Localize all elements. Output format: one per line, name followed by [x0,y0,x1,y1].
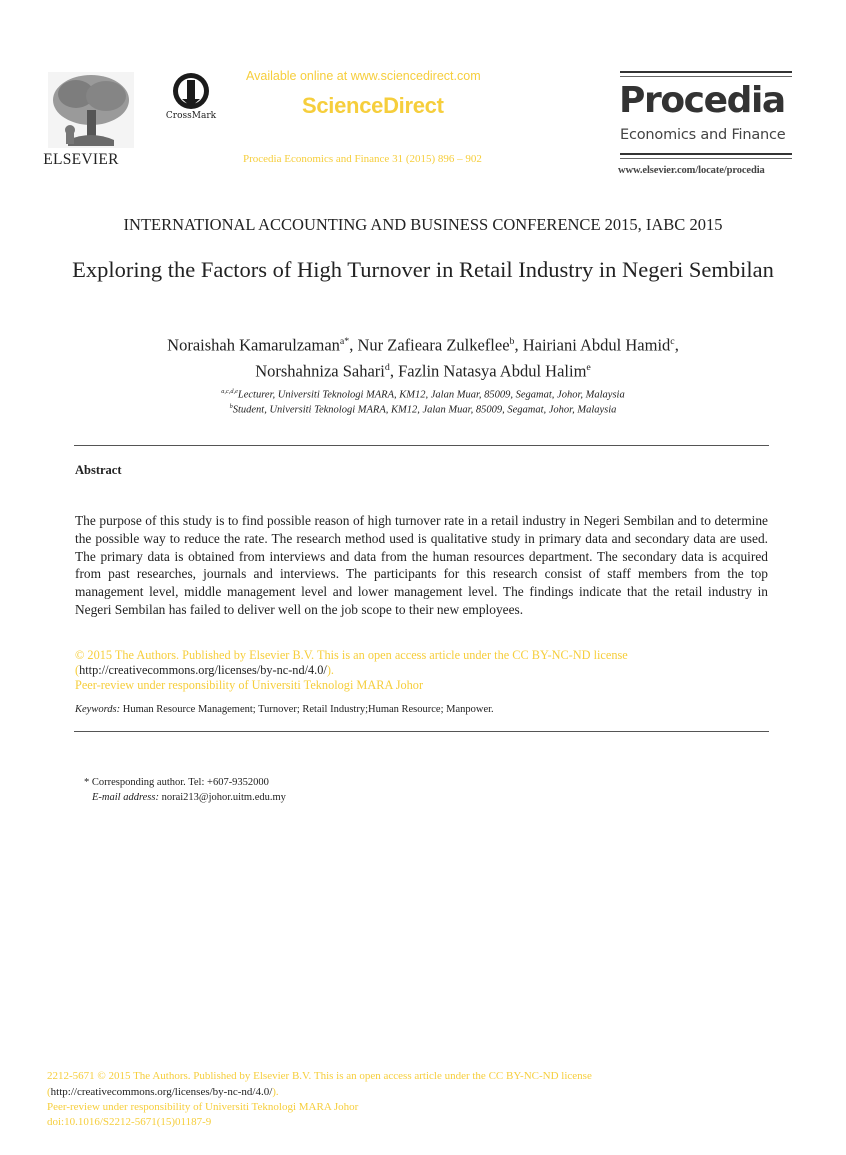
author-sup: b [509,336,515,347]
divider [74,731,769,732]
affiliation [60,388,786,401]
footer-paren: ( [47,1086,51,1098]
email-address[interactable]: norai213@johor.uitm.edu.my [161,792,286,803]
divider [74,445,769,446]
abstract-body: The purpose of this study is to find possible reason of high turnover rate in a retail industry in Negeri Sembilan and to determine the possible way to reduce the rate. The research method used is qualitative study in primary data and secondary data are used. The primary data is obtained from interviews and data from the human resources department. The secondary data is acquired from past researches, journals and interviews. The participants for this research consist of staff members from the top management level, middle management level and lower management level. The findings indicate that the retail industry in Negeri Sembilan has failed to deliver well on the job scope to their new employees. [75,513,768,617]
license-text: © 2015 The Authors. Published by Elsevier B.V. This is an open access article under the CC BY-NC-ND license [75,648,628,662]
license-paren: ( [75,663,80,677]
author-sup: c [670,336,675,347]
affiliation-text: Lecturer, Universiti Teknologi MARA, KM12, Jalan Muar, 85009, Segamat, Johor, Malaysia [237,389,625,401]
masthead-rule [620,76,792,77]
journal-logo-title: Procedia [619,80,785,121]
sciencedirect-online-link[interactable]: Available online at www.sciencedirect.com [246,69,481,83]
affiliation-text: Student, Universiti Teknologi MARA, KM12, Jalan Muar, 85009, Segamat, Johor, Malaysia [232,404,617,416]
journal-reference: Procedia Economics and Finance 31 (2015) 896 – 902 [243,153,482,165]
crossmark-label: CrossMark [165,111,217,121]
masthead-rule [620,153,792,155]
conference-name: INTERNATIONAL ACCOUNTING AND BUSINESS CONFERENCE 2015, IABC 2015 [123,215,723,234]
footer-copyright: 2212-5671 © 2015 The Authors. Published by Elsevier B.V. This is an open access article under the CC BY-NC-ND license [47,1070,592,1082]
affiliation-sup: b [229,403,233,410]
author-sep: , [514,335,519,355]
keywords-text: Human Resource Management; Turnover; Retail Industry;Human Resource; Manpower. [122,704,494,715]
footer-paren: ). [272,1086,279,1098]
journal-url-link[interactable]: www.elsevier.com/locate/procedia [618,165,765,176]
author-list [60,331,786,382]
journal-logo-subtitle: Economics and Finance [620,127,786,143]
email-line [92,792,286,803]
author-name: Fazlin Natasya Abdul Halim [398,361,587,380]
footer-license-line [47,1086,279,1098]
author-name: Noraishah Kamarulzaman [167,335,340,355]
author-sep: , [389,361,394,380]
author-name: Norshahniza Sahari [255,361,385,380]
author-sup: e [586,361,591,373]
author-sep: , [674,335,679,355]
author-name: Hairiani Abdul Hamid [522,335,671,355]
affiliation [60,403,786,416]
masthead-rule [620,71,792,73]
author-name: Nur Zafieara Zulkeflee [357,335,510,355]
paper-title: Exploring the Factors of High Turnover in Retail Industry in Negeri Sembilan [72,257,774,282]
keywords-label: Keywords: [75,704,121,715]
affiliation-sup: a,c,d,e [221,388,238,395]
email-label: E-mail address: [92,792,159,803]
footer-license-link[interactable]: http://creativecommons.org/licenses/by-nc-nd/4.0/ [50,1086,273,1098]
license-link-line [75,663,334,678]
masthead-rule [620,158,792,159]
abstract-heading: Abstract [75,463,122,477]
sciencedirect-logo: ScienceDirect [302,93,444,118]
license-paren: ). [326,663,334,677]
author-sup: d [384,361,390,373]
author-sep: , [349,335,354,355]
footer-doi[interactable]: doi:10.1016/S2212-5671(15)01187-9 [47,1116,212,1128]
peer-review-text: Peer-review under responsibility of Universiti Teknologi MARA Johor [75,678,424,692]
corresponding-author: * Corresponding author. Tel: +607-9352000 [84,777,269,788]
keywords [75,704,494,715]
elsevier-tree-logo [48,72,134,148]
crossmark-icon[interactable] [169,72,213,110]
license-link[interactable]: http://creativecommons.org/licenses/by-nc-nd/4.0/ [79,663,327,677]
author-sup: a* [339,336,350,347]
publisher-name: ELSEVIER [43,151,119,168]
footer-peer-review: Peer-review under responsibility of Universiti Teknologi MARA Johor [47,1101,359,1113]
